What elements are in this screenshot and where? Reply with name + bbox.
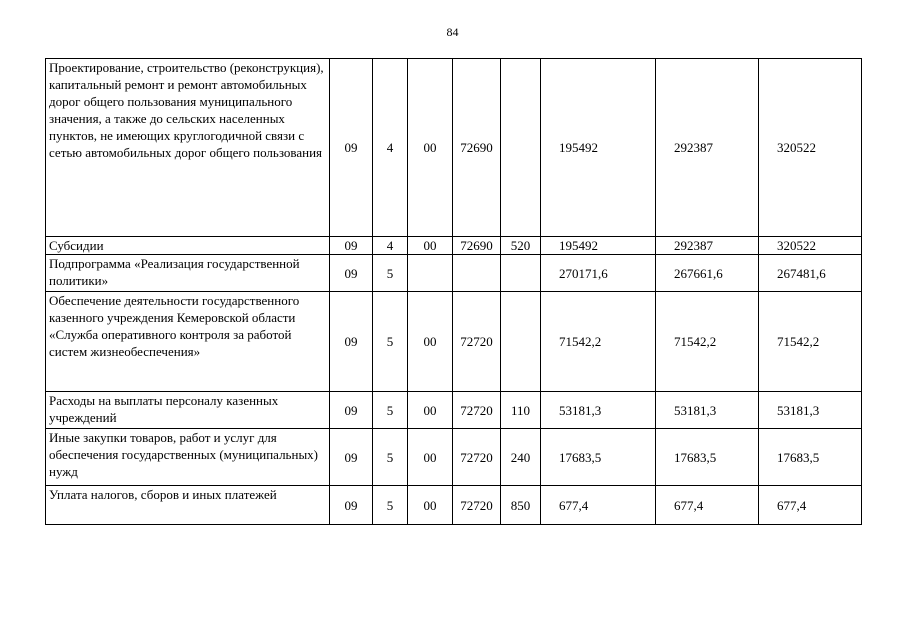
table-row	[46, 486, 862, 525]
table-row	[46, 59, 862, 237]
row-name: Подпрограмма «Реализация государственной политики»	[46, 255, 330, 292]
section-code: 09	[330, 486, 373, 525]
amount-year-3: 320522	[759, 59, 862, 237]
section-code: 09	[330, 59, 373, 237]
amount-year-2: 292387	[656, 237, 759, 255]
amount-year-1: 677,4	[541, 486, 656, 525]
amount-year-3: 267481,6	[759, 255, 862, 292]
amount-year-1: 53181,3	[541, 392, 656, 429]
program-code: 4	[373, 237, 408, 255]
amount-year-1: 195492	[541, 59, 656, 237]
section-code: 09	[330, 392, 373, 429]
expense-type-code: 240	[501, 429, 541, 486]
table-row	[46, 392, 862, 429]
expense-type-code	[501, 255, 541, 292]
amount-year-2: 267661,6	[656, 255, 759, 292]
budget-table	[45, 58, 862, 525]
table-row	[46, 429, 862, 486]
page-number: 84	[446, 25, 459, 39]
amount-year-1: 17683,5	[541, 429, 656, 486]
amount-year-3: 53181,3	[759, 392, 862, 429]
row-name: Иные закупки товаров, работ и услуг для обеспечения государственных (муниципальных) нужд	[46, 429, 330, 486]
section-code: 09	[330, 237, 373, 255]
expense-type-code: 110	[501, 392, 541, 429]
direction-code: 72720	[453, 429, 501, 486]
amount-year-2: 17683,5	[656, 429, 759, 486]
expense-type-code: 850	[501, 486, 541, 525]
amount-year-3: 677,4	[759, 486, 862, 525]
direction-code: 72720	[453, 486, 501, 525]
section-code: 09	[330, 429, 373, 486]
subprogram-code: 00	[408, 429, 453, 486]
amount-year-1: 270171,6	[541, 255, 656, 292]
amount-year-2: 677,4	[656, 486, 759, 525]
program-code: 5	[373, 429, 408, 486]
direction-code	[453, 255, 501, 292]
direction-code: 72690	[453, 237, 501, 255]
amount-year-3: 71542,2	[759, 292, 862, 392]
amount-year-1: 195492	[541, 237, 656, 255]
amount-year-2: 292387	[656, 59, 759, 237]
row-name: Обеспечение деятельности государственного казенного учреждения Кемеровской области «Служба оперативного контроля за работой систем жизнеобеспечения»	[46, 292, 330, 392]
amount-year-2: 53181,3	[656, 392, 759, 429]
row-name: Расходы на выплаты персоналу казенных учреждений	[46, 392, 330, 429]
subprogram-code: 00	[408, 486, 453, 525]
amount-year-3: 320522	[759, 237, 862, 255]
subprogram-code: 00	[408, 292, 453, 392]
amount-year-1: 71542,2	[541, 292, 656, 392]
expense-type-code	[501, 59, 541, 237]
amount-year-3: 17683,5	[759, 429, 862, 486]
direction-code: 72720	[453, 292, 501, 392]
program-code: 5	[373, 255, 408, 292]
subprogram-code: 00	[408, 392, 453, 429]
table-row	[46, 237, 862, 255]
section-code: 09	[330, 255, 373, 292]
subprogram-code: 00	[408, 59, 453, 237]
table-row	[46, 255, 862, 292]
table-row	[46, 292, 862, 392]
direction-code: 72690	[453, 59, 501, 237]
program-code: 5	[373, 292, 408, 392]
subprogram-code: 00	[408, 237, 453, 255]
subprogram-code	[408, 255, 453, 292]
expense-type-code: 520	[501, 237, 541, 255]
program-code: 5	[373, 486, 408, 525]
program-code: 4	[373, 59, 408, 237]
row-name: Субсидии	[46, 237, 330, 255]
expense-type-code	[501, 292, 541, 392]
amount-year-2: 71542,2	[656, 292, 759, 392]
program-code: 5	[373, 392, 408, 429]
row-name: Уплата налогов, сборов и иных платежей	[46, 486, 330, 525]
section-code: 09	[330, 292, 373, 392]
row-name: Проектирование, строительство (реконструкция), капитальный ремонт и ремонт автомобильных дорог общего пользования муниципального значения, а также до сельских населенных пунктов, не имеющих круглогодичной связи с сетью автомобильных дорог общего пользования	[46, 59, 330, 237]
direction-code: 72720	[453, 392, 501, 429]
